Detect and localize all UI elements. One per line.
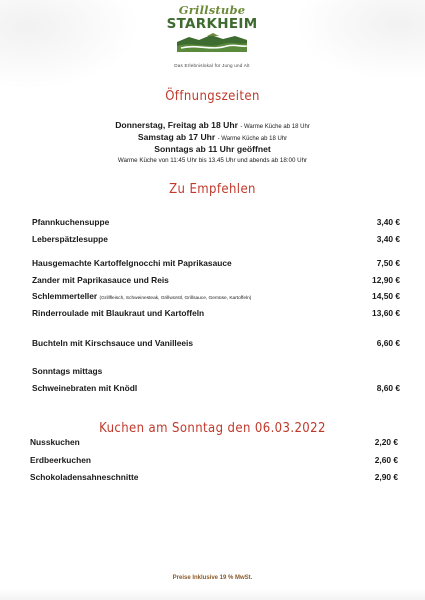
cake-item [30,472,398,484]
menu-item [32,275,400,287]
menu-item-price: 14,50 € [372,291,400,301]
cake-item [30,455,398,467]
hours-line-3: Sonntags ab 11 Uhr geöffnet [154,144,271,154]
menu-item [32,383,400,395]
footer-band [0,588,425,600]
menu-item-name: Leberspätzlesuppe [32,234,108,244]
hours-line-2 [0,132,425,142]
menu-item-price: 3,40 € [376,217,400,227]
menu-item-name: Zander mit Paprikasauce und Reis [32,275,169,285]
cake-item-name: Erdbeerkuchen [30,455,91,465]
hours-line-4: Warme Küche von 11:45 Uhr bis 13.45 Uhr und abends ab 18:00 Uhr [117,157,308,164]
menu-item-price: 12,90 € [372,275,400,285]
logo [166,4,258,62]
logo-top-text: Grillstube [178,3,246,17]
vat-footnote: Preise Inklusive 19 % MwSt. [172,575,253,581]
cake-item-name: Nusskuchen [30,437,80,447]
menu-item-title: Schlemmerteller [32,291,98,301]
logo-landscape-icon [177,32,247,52]
hours-line-1-main: Donnerstag, Freitag ab 18 Uhr [115,120,238,130]
logo-main-text: STARKHEIM [166,16,258,32]
sunday-label-text: Sonntags mittags [32,366,103,376]
cakes-heading: Kuchen am Sonntag den 06.03.2022 [99,421,326,436]
opening-hours-heading: Öffnungszeiten [165,89,260,104]
menu-item [32,234,400,246]
hours-line-2-note: - Warme Küche ab 18 Uhr [217,136,288,142]
menu-item [32,308,400,320]
menu-item-name: Hausgemachte Kartoffelgnocchi mit Paprikasauce [32,258,232,268]
menu-item [32,217,400,229]
menu-item-name [32,291,251,301]
cake-item [30,437,398,449]
recommendations-heading: Zu Empfehlen [169,182,256,197]
menu-item-name: Schweinebraten mit Knödl [32,383,138,393]
menu-item-name: Buchteln mit Kirschsauce und Vanilleeis [32,338,194,348]
logo-tagline: Das Erlebnislokal für Jung und Alt [174,63,250,68]
cake-item-price: 2,60 € [374,455,398,465]
cake-item-name: Schokoladensahneschnitte [30,472,139,482]
menu-item [32,338,400,350]
hours-line-1 [0,120,425,130]
cake-item-price: 2,90 € [374,472,398,482]
menu-item [32,258,400,270]
menu-item [32,291,400,303]
menu-item-price: 6,60 € [376,338,400,348]
menu-item-price: 13,60 € [372,308,400,318]
menu-item-name: Rinderroulade mit Blaukraut und Kartoffeln [32,308,205,318]
menu-item-price: 8,60 € [376,383,400,393]
menu-item-price: 7,50 € [376,258,400,268]
menu-item-note: (Grillfleisch, Schweinesteak, Grillwürstl, Grillsauce, Gemüse, Kartoffeln) [99,296,252,301]
hours-line-1-note: - Warme Küche ab 18 Uhr [240,124,310,130]
sunday-label [32,366,400,378]
menu-item-price: 3,40 € [376,234,400,244]
cake-item-price: 2,20 € [374,437,398,447]
hours-line-2-main: Samstag ab 17 Uhr [137,132,216,142]
menu-item-name: Pfannkuchensuppe [32,217,110,227]
